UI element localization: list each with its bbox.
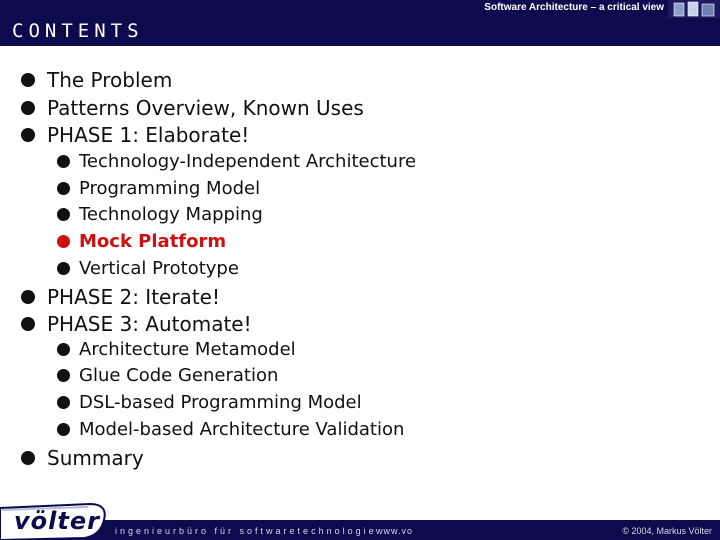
footer-copyright: © 2004, Markus Völter — [622, 526, 712, 536]
footer-tagline: ingenieurbüro für softwaretechnologie — [115, 526, 377, 536]
outline-item-label: The Problem — [47, 68, 173, 92]
bullet-icon — [57, 155, 70, 168]
bullet-icon — [21, 451, 35, 465]
presentation-title: Software Architecture – a critical view — [484, 2, 664, 13]
slide-heading: CONTENTS — [12, 20, 144, 42]
outline-item-label: PHASE 3: Automate! — [47, 312, 252, 336]
outline-item-label: PHASE 1: Elaborate! — [47, 123, 250, 147]
outline-item-label: Programming Model — [79, 178, 261, 199]
outline-item-label: Vertical Prototype — [79, 258, 239, 279]
outline-item-label: Architecture Metamodel — [79, 339, 296, 360]
bullet-icon — [21, 73, 35, 87]
outline-subitem-technology-mapping — [79, 203, 263, 227]
outline-item-phase-1 — [47, 122, 249, 148]
outline-subitem-technology-independent-architecture — [79, 150, 416, 174]
outline-subitem-mock-platform — [79, 230, 226, 254]
outline-subitem-programming-model — [79, 177, 260, 201]
document-stack-icon — [668, 0, 720, 18]
bullet-icon — [21, 290, 35, 304]
outline-item-label: Mock Platform — [79, 231, 227, 252]
outline-item-label: Model-based Architecture Validation — [79, 419, 405, 440]
outline-item-phase-2 — [47, 284, 220, 310]
footer-url[interactable]: www.vo — [376, 526, 414, 536]
bullet-icon — [21, 317, 35, 331]
outline-subitem-dsl-based-programming-model — [79, 391, 362, 415]
outline-item-label: Technology-Independent Architecture — [79, 151, 417, 172]
outline-item-label: PHASE 2: Iterate! — [47, 285, 220, 309]
outline-subitem-model-based-architecture-validation — [79, 418, 404, 442]
outline-item-label: Patterns Overview, Known Uses — [47, 96, 364, 120]
outline-item-label: Glue Code Generation — [79, 365, 279, 386]
outline-subitem-vertical-prototype — [79, 257, 239, 281]
outline-item-phase-3 — [47, 311, 252, 337]
bullet-icon — [57, 396, 70, 409]
bullet-icon — [57, 369, 70, 382]
outline-subitem-architecture-metamodel — [79, 338, 296, 362]
outline-item-patterns-overview — [47, 95, 364, 121]
bullet-icon — [21, 101, 35, 115]
bullet-icon — [57, 208, 70, 221]
bullet-icon — [57, 262, 70, 275]
bullet-icon — [57, 343, 70, 356]
bullet-icon — [57, 182, 70, 195]
outline-subitem-glue-code-generation — [79, 364, 278, 388]
outline-item-label: Technology Mapping — [79, 204, 263, 225]
bullet-icon — [57, 423, 70, 436]
outline-item-label: Summary — [47, 446, 144, 470]
outline-item-summary — [47, 445, 144, 471]
bullet-icon — [21, 128, 35, 142]
bullet-icon — [57, 235, 70, 248]
outline-item-label: DSL-based Programming Model — [79, 392, 362, 413]
outline-item-the-problem — [47, 67, 172, 93]
logo-wordmark: völter — [14, 507, 100, 535]
